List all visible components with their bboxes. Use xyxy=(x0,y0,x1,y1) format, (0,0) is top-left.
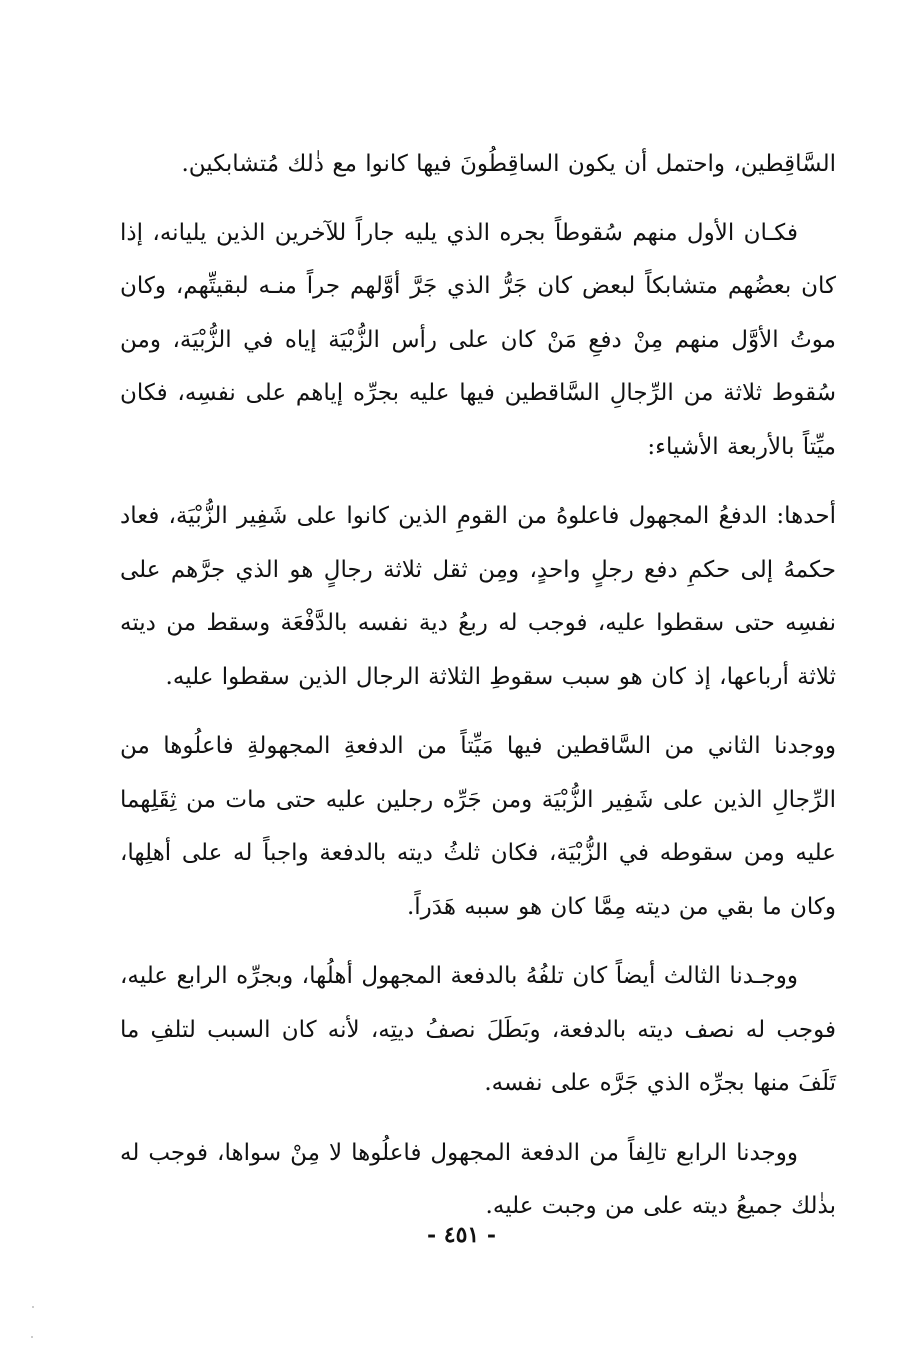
paragraph-3: أحدها: الدفعُ المجهول فاعلوهُ من القومِ الذين كانوا على شَفِير الزُّبْيَة، فعاد حكمهُ إلى حكمِ دفع رجلٍ واحدٍ، ومِن ثقل ثلاثة رجالٍ هو الذي جرَّهم على نفسِه حتى سقطوا عليه، فوجب له ربعُ دية نفسه بالدَّفْعَة وسقط من ديته ثلاثة أرباعها، إذ كان هو سبب سقوطِ الثلاثة الرجال الذين سقطوا عليه. xyxy=(120,503,836,690)
paragraph-5: ووجـدنا الثالث أيضاً كان تلفُهُ بالدفعة المجهول أهلُها، وبجرِّه الرابع عليه، فوجب له نصف ديته بالدفعة، وبَطَلَ نصفُ ديتِه، لأنه كان السبب لتلفِ ما تَلَفَ منها بجرِّه الذي جَرَّه على نفسه. xyxy=(120,963,836,1096)
paragraph-4: ووجدنا الثاني من السَّاقطين فيها مَيِّتاً من الدفعةِ المجهولةِ فاعلُوها من الرِّجالِ الذين على شَفِير الزُّبْيَة ومن جَرِّه رجلين عليه حتى مات من ثِقَلِهما عليه ومن سقوطه في الزُّبْيَة، فكان ثلثُ ديته بالدفعة واجباً له على أهلِها، وكان ما بقي من ديته مِمَّا كان هو سببه هَدَراً. xyxy=(120,733,836,920)
paragraph-6: ووجدنا الرابع تالِفاً من الدفعة المجهول فاعلُوها لا مِنْ سواها، فوجب له بذٰلك جميعُ ديته على من وجبت عليه. xyxy=(120,1139,836,1219)
scan-speck xyxy=(32,1306,34,1308)
body-text xyxy=(120,138,836,1234)
scan-speck xyxy=(31,1336,33,1338)
paragraph-1: السَّاقِطين، واحتمل أن يكون الساقِطُونَ فيها كانوا مع ذٰلك مُتشابكين. xyxy=(181,151,836,177)
page-number: - ٤٥١ - xyxy=(426,1222,497,1248)
paragraph-2: فكـان الأول منهم سُقوطاً بجره الذي يليه جاراً للآخرين الذين يليانه، إذا كان بعضُهم متشابكاً لبعض كان جَرُّ الذي جَرَّ أوَّلهم جراً منـه لبقيتِّهم، وكان موتُ الأوَّل منهم مِنْ دفعِ مَنْ كان على رأس الزُّبْيَة إياه في الزُّبْيَة، ومن سُقوط ثلاثة من الرِّجالِ السَّاقطين فيها عليه بجرِّه إياهم على نفسِه، فكان ميِّتاً بالأربعة الأشياء: xyxy=(120,219,836,460)
